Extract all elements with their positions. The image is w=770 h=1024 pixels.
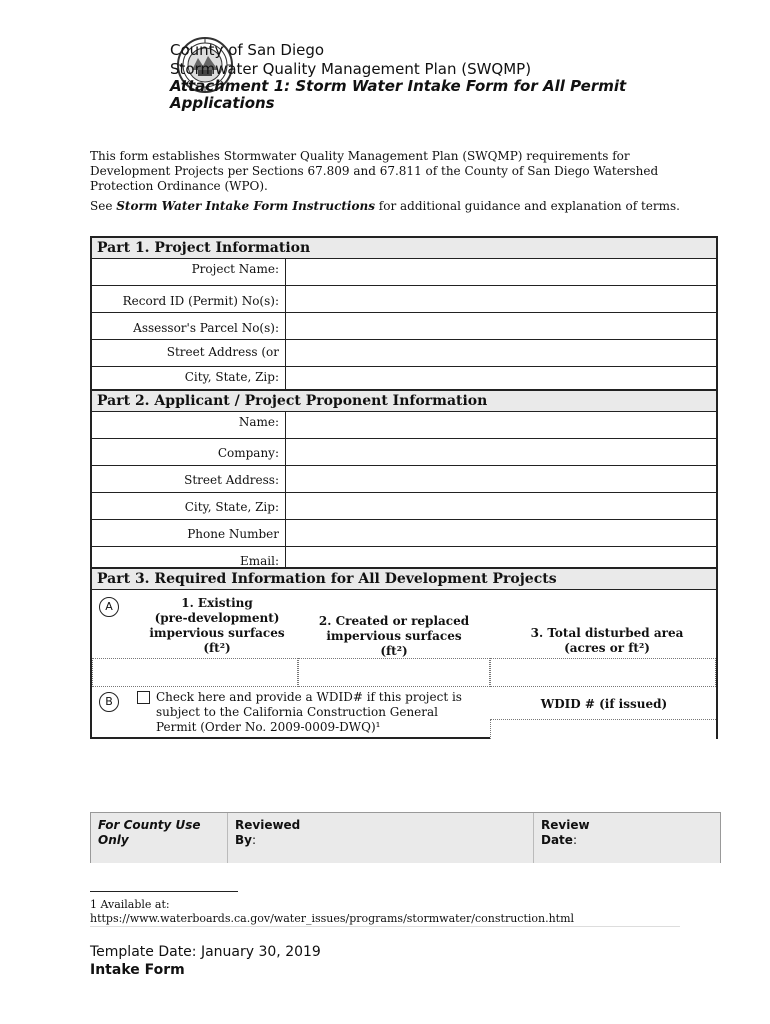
footnote-separator bbox=[90, 891, 238, 892]
footnote-text: 1 Available at: bbox=[90, 898, 170, 911]
cga-permit-text-line1: Check here and provide a WDID# if this project is bbox=[156, 690, 462, 704]
disturbed-header-line2: (acres or ft²) bbox=[564, 641, 650, 655]
email-label: Email: bbox=[239, 554, 279, 568]
field-row-street-address bbox=[92, 340, 716, 367]
applicant-name-input[interactable] bbox=[285, 412, 716, 438]
project-street-address-input[interactable] bbox=[285, 340, 716, 366]
template-date: Template Date: January 30, 2019 bbox=[90, 944, 321, 960]
project-name-label: Project Name: bbox=[191, 262, 279, 276]
review-date-input[interactable] bbox=[591, 843, 711, 859]
field-row-project-name bbox=[92, 259, 716, 286]
created-impervious-input[interactable] bbox=[298, 658, 490, 687]
existing-header-line3: impervious surfaces bbox=[149, 626, 285, 640]
review-date-line2: Date: bbox=[541, 833, 577, 847]
wdid-label: WDID # (if issued) bbox=[540, 697, 668, 711]
part2-applicant-information bbox=[90, 389, 718, 575]
existing-header-line4: (ft²) bbox=[203, 641, 231, 655]
page-title: Attachment 1: Storm Water Intake Form for All Permit Applications bbox=[170, 77, 627, 112]
reviewed-by-line1: Reviewed bbox=[235, 818, 301, 832]
existing-header-line2: (pre-development) bbox=[154, 611, 280, 625]
field-row-applicant-name bbox=[92, 412, 716, 439]
part2-heading: Part 2. Applicant / Project Proponent Information bbox=[92, 391, 716, 412]
applicant-street-address-input[interactable] bbox=[285, 466, 716, 492]
phone-input[interactable] bbox=[285, 520, 716, 546]
section-a-marker: A bbox=[99, 597, 119, 617]
applicant-city-input[interactable] bbox=[285, 493, 716, 519]
created-header-line1: 2. Created or replaced bbox=[318, 614, 470, 628]
record-id-label: Record ID (Permit) No(s): bbox=[122, 294, 279, 308]
cga-permit-checkbox[interactable] bbox=[137, 691, 150, 704]
company-label: Company: bbox=[217, 446, 279, 460]
cga-permit-text-line3: Permit (Order No. 2009-0009-DWQ)¹ bbox=[156, 720, 381, 734]
existing-impervious-header bbox=[132, 596, 302, 656]
part1-heading: Part 1. Project Information bbox=[92, 238, 716, 259]
county-divider-2 bbox=[533, 813, 534, 863]
field-row-applicant-address bbox=[92, 466, 716, 493]
reviewed-by-line2: By: bbox=[235, 833, 257, 847]
part3-heading: Part 3. Required Information for All Development Projects bbox=[92, 569, 716, 590]
header-plan-name: Stormwater Quality Management Plan (SWQMP) bbox=[170, 60, 532, 78]
field-row-record-id bbox=[92, 286, 716, 313]
field-row-company bbox=[92, 439, 716, 466]
project-city-label: City, State, Zip: bbox=[184, 370, 279, 384]
company-input[interactable] bbox=[285, 439, 716, 465]
header-county-name: County of San Diego bbox=[170, 41, 325, 59]
reviewed-by-input[interactable] bbox=[311, 843, 531, 859]
form-name: Intake Form bbox=[90, 962, 185, 978]
disturbed-header-line1: 3. Total disturbed area bbox=[530, 626, 684, 640]
created-header-line3: (ft²) bbox=[380, 644, 408, 658]
phone-label: Phone Number bbox=[187, 527, 279, 541]
project-name-input[interactable] bbox=[285, 259, 716, 285]
footnote-link[interactable]: https://www.waterboards.ca.gov/water_issues/programs/stormwater/construction.html bbox=[90, 912, 575, 925]
existing-header-line1: 1. Existing bbox=[181, 596, 253, 610]
county-use-label-line2: Only bbox=[98, 833, 129, 847]
county-use-label bbox=[98, 818, 201, 848]
county-use-table bbox=[90, 812, 721, 863]
intro-paragraph: This form establishes Stormwater Quality Management Plan (SWQMP) requirements for Development Projects per Sections 67.809 and 67.811 of the County of San Diego Watershed Protection Ordinance (WPO). bbox=[90, 149, 659, 193]
cga-permit-text-line2: subject to the California Construction General bbox=[156, 705, 438, 719]
applicant-name-label: Name: bbox=[238, 415, 279, 429]
review-date-label bbox=[541, 818, 590, 848]
instructions-reference bbox=[90, 199, 700, 214]
record-id-input[interactable] bbox=[285, 286, 716, 312]
parcel-number-input[interactable] bbox=[285, 313, 716, 339]
applicant-city-label: City, State, Zip: bbox=[184, 500, 279, 514]
parcel-number-label: Assessor's Parcel No(s): bbox=[133, 321, 279, 335]
instructions-title: Storm Water Intake Form Instructions bbox=[116, 199, 375, 213]
existing-impervious-input[interactable] bbox=[92, 658, 298, 687]
project-street-address-label: Street Address (or bbox=[166, 345, 279, 359]
wdid-input[interactable] bbox=[490, 719, 716, 739]
cga-permit-text bbox=[156, 690, 496, 735]
created-impervious-header bbox=[299, 614, 489, 659]
instructions-suffix: for additional guidance and explanation of terms. bbox=[374, 199, 680, 213]
part3-required-information bbox=[90, 567, 718, 739]
field-row-apn bbox=[92, 313, 716, 340]
reviewed-by-label bbox=[235, 818, 300, 848]
disturbed-area-input[interactable] bbox=[490, 658, 716, 687]
field-row-phone bbox=[92, 520, 716, 547]
county-use-label-line1: For County Use bbox=[98, 818, 201, 832]
review-date-line1: Review bbox=[541, 818, 590, 832]
disturbed-area-header bbox=[507, 626, 707, 656]
field-row-applicant-city bbox=[92, 493, 716, 520]
part1-project-information bbox=[90, 236, 718, 395]
created-header-line2: impervious surfaces bbox=[326, 629, 462, 643]
applicant-street-address-label: Street Address: bbox=[184, 473, 279, 487]
section-b-marker: B bbox=[99, 692, 119, 712]
county-divider-1 bbox=[227, 813, 228, 863]
footer-rule bbox=[90, 926, 680, 927]
instructions-prefix: See bbox=[90, 199, 117, 213]
